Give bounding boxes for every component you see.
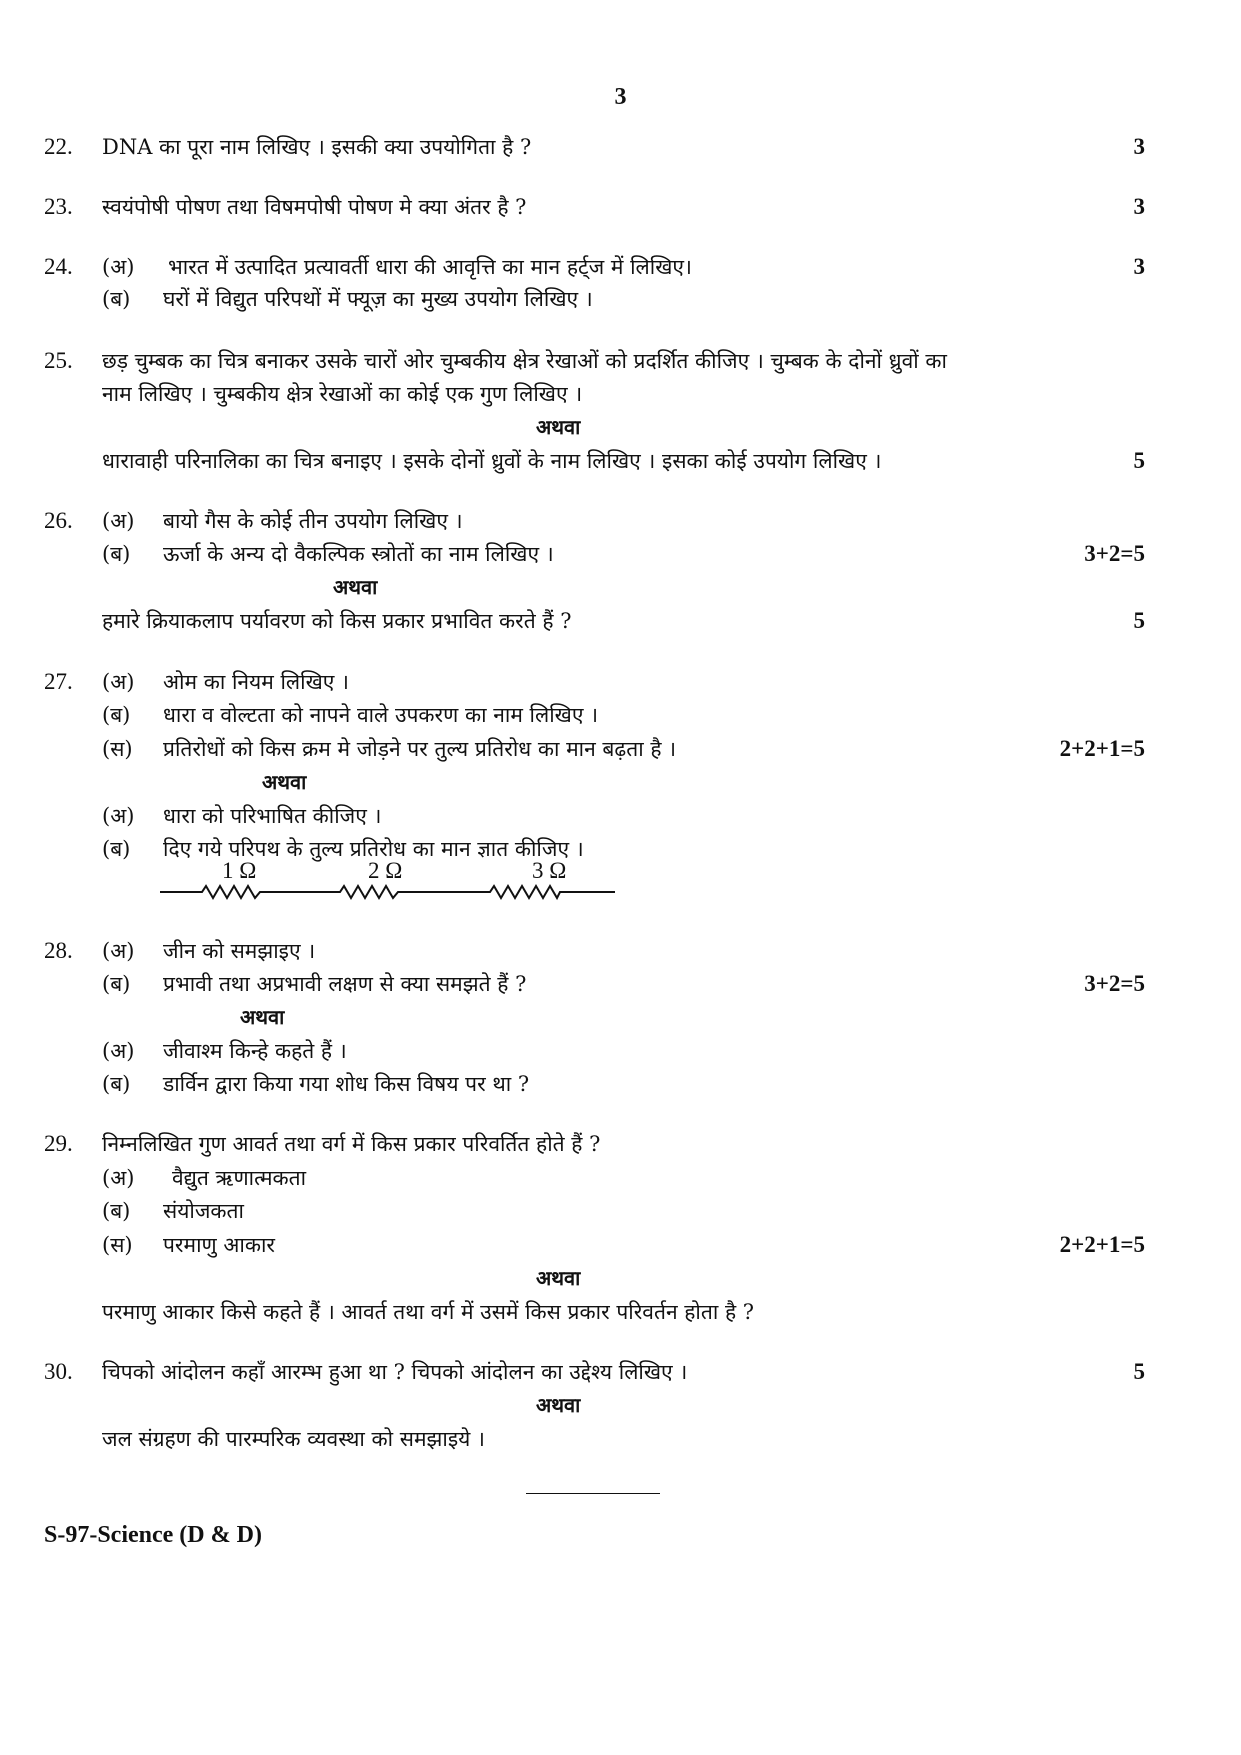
q28-a-text: जीन को समझाइए ।	[163, 939, 316, 963]
q24-b-label: (ब)	[102, 287, 131, 311]
q29-or: अथवा	[536, 1266, 581, 1290]
q30-marks: 5	[1133, 1359, 1145, 1384]
q27-b-label: (ब)	[102, 703, 131, 727]
q29-b-label: (ब)	[102, 1199, 131, 1223]
q28-b-text: प्रभावी तथा अप्रभावी लक्षण से क्या समझते हैं ?	[163, 972, 527, 996]
q25-marks: 5	[1133, 448, 1145, 473]
q29-marks: 2+2+1=5	[1059, 1232, 1145, 1257]
q29-a-label: (अ)	[102, 1166, 135, 1190]
paper-code-footer: S-97-Science (D & D)	[44, 1522, 262, 1548]
q25-or: अथवा	[536, 415, 581, 439]
q28-alt-b-label: (ब)	[102, 1072, 131, 1096]
q28-alt-a-label: (अ)	[102, 1039, 135, 1063]
q28-b-label: (ब)	[102, 972, 131, 996]
q24-a-text: भारत में उत्पादित प्रत्यावर्ती धारा की आवृत्ति का मान हर्ट्ज में लिखिए।	[168, 255, 692, 279]
q28-or: अथवा	[240, 1005, 285, 1029]
q27-alt-a-text: धारा को परिभाषित कीजिए ।	[163, 804, 382, 828]
q28-a-label: (अ)	[102, 939, 135, 963]
q27-a-label: (अ)	[102, 670, 135, 694]
q28-alt-b-text: डार्विन द्वारा किया गया शोध किस विषय पर था ?	[163, 1072, 530, 1096]
q30-number: 30.	[44, 1359, 73, 1384]
q26-alt-marks: 5	[1133, 608, 1145, 633]
q29-a-text: वैद्युत ऋणात्मकता	[172, 1166, 307, 1190]
q27-a-text: ओम का नियम लिखिए ।	[163, 670, 350, 694]
q27-alt-a-label: (अ)	[102, 804, 135, 828]
q28-alt-a-text: जीवाश्म किन्हे कहते हैं ।	[163, 1039, 347, 1063]
q24-number: 24.	[44, 254, 73, 279]
q27-alt-b-text: दिए गये परिपथ के तुल्य प्रतिरोध का मान ज्ञात कीजिए ।	[163, 837, 584, 861]
resistor-3-label: 3 Ω	[532, 858, 567, 883]
q27-b-text: धारा व वोल्टता को नापने वाले उपकरण का नाम लिखिए ।	[163, 703, 599, 727]
q23-number: 23.	[44, 194, 73, 219]
resistor-circuit-diagram	[160, 880, 620, 904]
page-number: 3	[614, 84, 627, 110]
q23-text: स्वयंपोषी पोषण तथा विषमपोषी पोषण मे क्या अंतर है ?	[102, 195, 527, 219]
q26-b-label: (ब)	[102, 542, 131, 566]
q22-number: 22.	[44, 134, 73, 159]
q24-b-text: घरों में विद्युत परिपथों में फ्यूज़ का मुख्य उपयोग लिखिए ।	[163, 287, 593, 311]
q30-text: चिपको आंदोलन कहाँ आरम्भ हुआ था ? चिपको आंदोलन का उद्देश्य लिखिए ।	[102, 1360, 688, 1384]
q25-alt: धारावाही परिनालिका का चित्र बनाइए । इसके दोनों ध्रुवों के नाम लिखिए । इसका कोई उपयोग लिखिए ।	[102, 449, 882, 473]
circuit-wire	[160, 886, 615, 898]
q23-marks: 3	[1133, 194, 1145, 219]
q27-c-label: (स)	[102, 737, 133, 761]
q22-text: DNA का पूरा नाम लिखिए । इसकी क्या उपयोगिता है ?	[102, 135, 532, 159]
q29-c-label: (स)	[102, 1233, 133, 1257]
q26-b-text: ऊर्जा के अन्य दो वैकल्पिक स्त्रोतों का नाम लिखिए ।	[163, 542, 554, 566]
q26-or: अथवा	[333, 575, 378, 599]
q27-marks: 2+2+1=5	[1059, 736, 1145, 761]
q27-alt-b-label: (ब)	[102, 837, 131, 861]
q29-text: निम्नलिखित गुण आवर्त तथा वर्ग में किस प्रकार परिवर्तित होते हैं ?	[102, 1132, 601, 1156]
q29-c-text: परमाणु आकार	[163, 1233, 275, 1257]
q25-line2: नाम लिखिए । चुम्बकीय क्षेत्र रेखाओं का कोई एक गुण लिखिए ।	[102, 382, 583, 406]
q27-c-text: प्रतिरोधों को किस क्रम मे जोड़ने पर तुल्य प्रतिरोध का मान बढ़ता है ।	[163, 737, 677, 761]
q26-marks: 3+2=5	[1084, 541, 1145, 566]
q26-a-text: बायो गैस के कोई तीन उपयोग लिखिए ।	[163, 509, 463, 533]
q26-alt: हमारे क्रियाकलाप पर्यावरण को किस प्रकार प्रभावित करते हैं ?	[102, 609, 572, 633]
q29-alt: परमाणु आकार किसे कहते हैं । आवर्त तथा वर्ग में उसमें किस प्रकार परिवर्तन होता है ?	[102, 1300, 755, 1324]
q24-a-label: (अ)	[102, 255, 135, 279]
q30-or: अथवा	[536, 1393, 581, 1417]
q28-marks: 3+2=5	[1084, 971, 1145, 996]
q27-or: अथवा	[262, 770, 307, 794]
q25-number: 25.	[44, 348, 73, 373]
q29-number: 29.	[44, 1131, 73, 1156]
q30-alt: जल संग्रहण की पारम्परिक व्यवस्था को समझाइये ।	[102, 1427, 485, 1451]
q26-a-label: (अ)	[102, 509, 135, 533]
resistor-2-label: 2 Ω	[368, 858, 403, 883]
q24-marks: 3	[1133, 254, 1145, 279]
q25-line1: छड़ चुम्बक का चित्र बनाकर उसके चारों ओर चुम्बकीय क्षेत्र रेखाओं को प्रदर्शित कीजिए । चुम्बक के दोनों ध्रुवों का	[102, 349, 947, 373]
resistor-1-label: 1 Ω	[222, 858, 257, 883]
q28-number: 28.	[44, 938, 73, 963]
q26-number: 26.	[44, 508, 73, 533]
q27-number: 27.	[44, 669, 73, 694]
q29-b-text: संयोजकता	[163, 1199, 244, 1223]
end-rule	[526, 1493, 660, 1494]
q22-marks: 3	[1133, 134, 1145, 159]
